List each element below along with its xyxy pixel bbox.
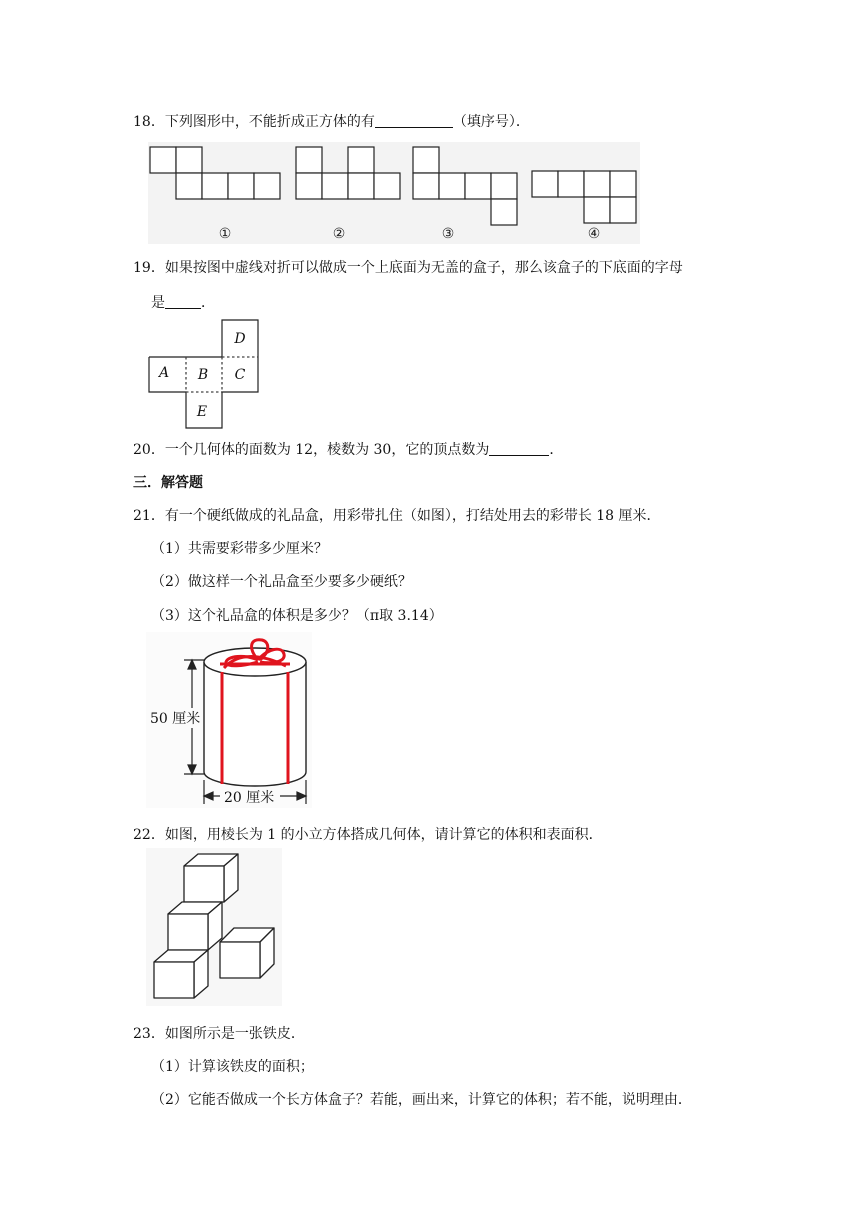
net-label-3: ③ — [441, 226, 455, 242]
q21-stem: 21．有一个硬纸做成的礼品盒，用彩带扎住（如图），打结处用去的彩带长 18 厘米． — [133, 508, 661, 524]
q18-nets-figure — [148, 142, 640, 244]
net-label-1: ① — [218, 226, 232, 242]
letter-c: C — [234, 367, 246, 383]
q19-answer-blank[interactable] — [165, 294, 201, 309]
q18-stem: 18．下列图形中，不能折成正方体的有 （填序号）． — [133, 114, 530, 130]
q19-stem-line1: 19．如果按图中虚线对折可以做成一个上底面为无盖的盒子，那么该盒子的下底面的字母 — [133, 260, 683, 276]
diameter-label: 20 厘米 — [224, 790, 275, 806]
q21-gift-box-figure — [146, 632, 312, 808]
cube-middle — [168, 902, 222, 950]
net-label-2: ② — [332, 226, 346, 242]
q23-sub2: （2）它能否做成一个长方体盒子？若能，画出来，计算它的体积；若不能，说明理由． — [151, 1092, 692, 1108]
cube-top — [184, 854, 238, 902]
net-label-4: ④ — [587, 226, 601, 242]
height-label: 50 厘米 — [150, 711, 201, 727]
letter-e: E — [196, 404, 208, 420]
q23-sub1: （1）计算该铁皮的面积； — [151, 1059, 314, 1075]
letter-b: B — [197, 367, 209, 383]
q20-stem: 20．一个几何体的面数为 12，棱数为 30，它的顶点数为 ． — [133, 442, 564, 458]
q19-stem-line2: 是 ． — [151, 295, 215, 311]
cube-bottom — [154, 950, 208, 998]
letter-d: D — [234, 331, 246, 347]
q21-sub1: （1）共需要彩带多少厘米？ — [151, 541, 328, 557]
section-title: 三．解答题 — [133, 475, 203, 491]
q22-stem: 22．如图，用棱长为 1 的小立方体搭成几何体，请计算它的体积和表面积． — [133, 827, 603, 843]
q18-answer-blank[interactable] — [375, 113, 453, 128]
q21-sub2: （2）做这样一个礼品盒至少要多少硬纸？ — [151, 574, 412, 590]
cube-right — [220, 928, 274, 978]
q23-stem: 23．如图所示是一张铁皮． — [133, 1026, 305, 1042]
letter-a: A — [158, 365, 170, 381]
q21-sub3: （3）这个礼品盒的体积是多少？（π取 3.14） — [151, 608, 443, 624]
q19-box-net-figure — [146, 318, 262, 430]
q22-cubes-figure — [146, 848, 282, 1006]
q20-answer-blank[interactable] — [489, 441, 549, 456]
